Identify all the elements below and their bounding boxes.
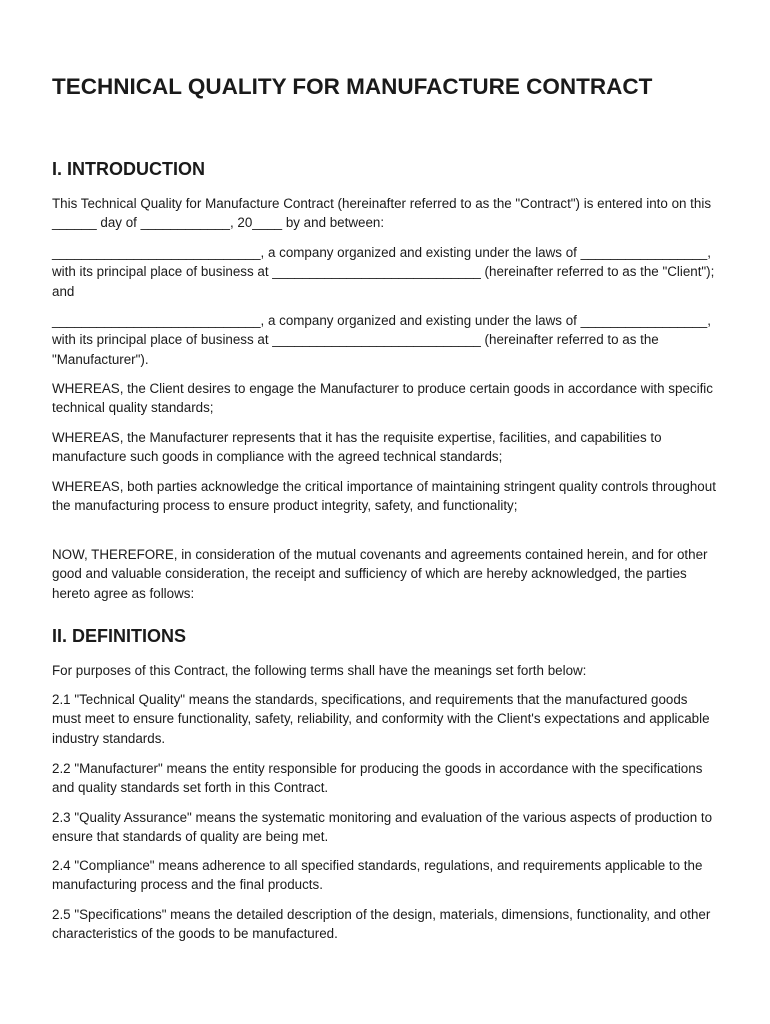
definition-manufacturer: 2.2 "Manufacturer" means the entity responsible for producing the goods in accordance with the specifications and quality standards set forth in this Contract. [52, 761, 703, 796]
section-heading-definitions: II. DEFINITIONS [52, 626, 187, 646]
definitions-intro-paragraph: For purposes of this Contract, the following terms shall have the meanings set forth below: [52, 663, 587, 678]
intro-paragraph: This Technical Quality for Manufacture Contract (hereinafter referred to as the "Contract") is entered into on this ______ day of ____________, 20____ by and between: [52, 196, 712, 231]
definition-compliance: 2.4 "Compliance" means adherence to all specified standards, regulations, and requirements applicable to the manufacturing process and the final products. [52, 858, 703, 893]
client-party-paragraph: ____________________________, a company organized and existing under the laws of _________________, with its principal place of business at ____________________________ (hereinafter referred to as the "Client"); and [52, 245, 715, 299]
manufacturer-party-paragraph: ____________________________, a company organized and existing under the laws of _________________, with its principal place of business at ____________________________ (hereinafter referred to as the "Manufacturer"). [52, 313, 711, 367]
now-therefore-paragraph: NOW, THEREFORE, in consideration of the mutual covenants and agreements contained herein, and for other good and valuable consideration, the receipt and sufficiency of which are hereby acknowledged, the parties hereto agree as follows: [52, 547, 708, 601]
definition-quality-assurance: 2.3 "Quality Assurance" means the systematic monitoring and evaluation of the various aspects of production to ensure that standards of quality are being met. [52, 810, 713, 845]
whereas-paragraph-3: WHEREAS, both parties acknowledge the critical importance of maintaining stringent quality controls throughout the manufacturing process to ensure product integrity, safety, and functionality; [52, 479, 716, 514]
whereas-paragraph-2: WHEREAS, the Manufacturer represents that it has the requisite expertise, facilities, and capabilities to manufacture such goods in compliance with the agreed technical standards; [52, 430, 662, 465]
definition-specifications: 2.5 "Specifications" means the detailed description of the design, materials, dimensions, functionality, and other characteristics of the goods to be manufactured. [52, 907, 711, 942]
definition-technical-quality: 2.1 "Technical Quality" means the standards, specifications, and requirements that the manufactured goods must meet to ensure functionality, safety, reliability, and conformity with the Client's expectations and applicable industry standards. [52, 692, 710, 746]
whereas-paragraph-1: WHEREAS, the Client desires to engage the Manufacturer to produce certain goods in accordance with specific technical quality standards; [52, 381, 713, 416]
document-title: TECHNICAL QUALITY FOR MANUFACTURE CONTRACT [52, 74, 653, 99]
section-heading-introduction: I. INTRODUCTION [52, 159, 205, 179]
